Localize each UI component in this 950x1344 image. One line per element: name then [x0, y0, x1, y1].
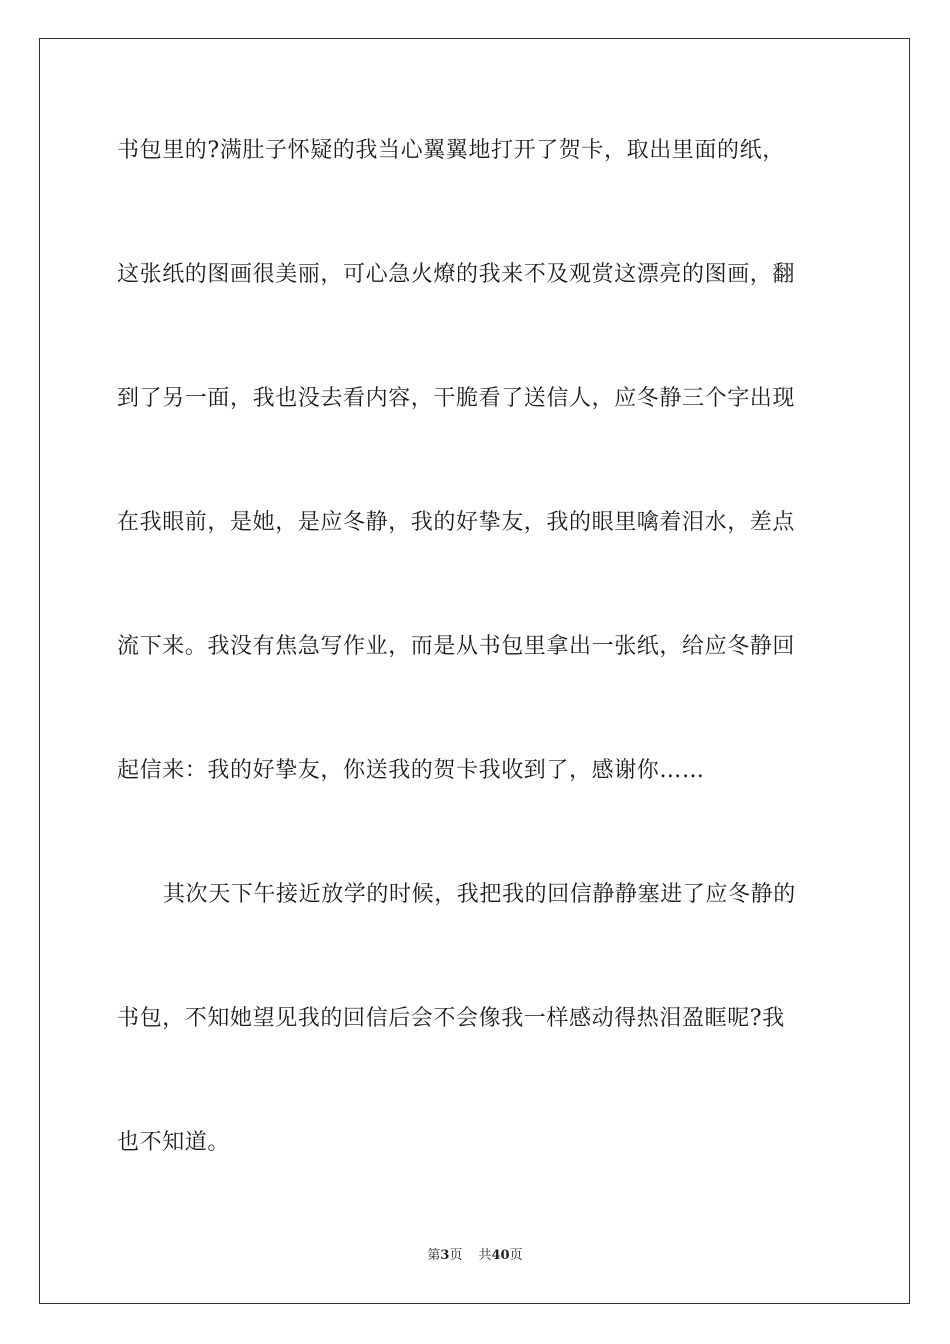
paragraph-line-7: 其次天下午接近放学的时候，我把我的回信静静塞进了应冬静的: [163, 882, 796, 907]
page-suffix: 页: [449, 1248, 463, 1263]
total-prefix: 共: [478, 1248, 492, 1263]
paragraph-line-8: 书包，不知她望见我的回信后会不会像我一样感动得热泪盈眶呢?我: [117, 1006, 785, 1031]
paragraph-line-1: 书包里的?满肚子怀疑的我当心翼翼地打开了贺卡，取出里面的纸，: [117, 138, 785, 163]
page-number: 3: [440, 1248, 450, 1263]
paragraph-line-5: 流下来。我没有焦急写作业，而是从书包里拿出一张纸，给应冬静回: [117, 634, 796, 659]
page-prefix: 第: [427, 1248, 441, 1263]
paragraph-line-3: 到了另一面，我也没去看内容，干脆看了送信人，应冬静三个字出现: [117, 386, 796, 411]
paragraph-line-4: 在我眼前，是她，是应冬静，我的好挚友，我的眼里噙着泪水，差点: [117, 510, 796, 535]
page-footer: [0, 1247, 950, 1265]
paragraph-line-9: 也不知道。: [117, 1130, 231, 1155]
page-border: [39, 38, 910, 1304]
paragraph-line-6: 起信来：我的好挚友，你送我的贺卡我收到了，感谢你……: [117, 758, 705, 783]
total-suffix: 页: [509, 1248, 523, 1263]
total-pages: 40: [491, 1248, 510, 1263]
paragraph-line-2: 这张纸的图画很美丽，可心急火燎的我来不及观赏这漂亮的图画，翻: [117, 262, 796, 287]
